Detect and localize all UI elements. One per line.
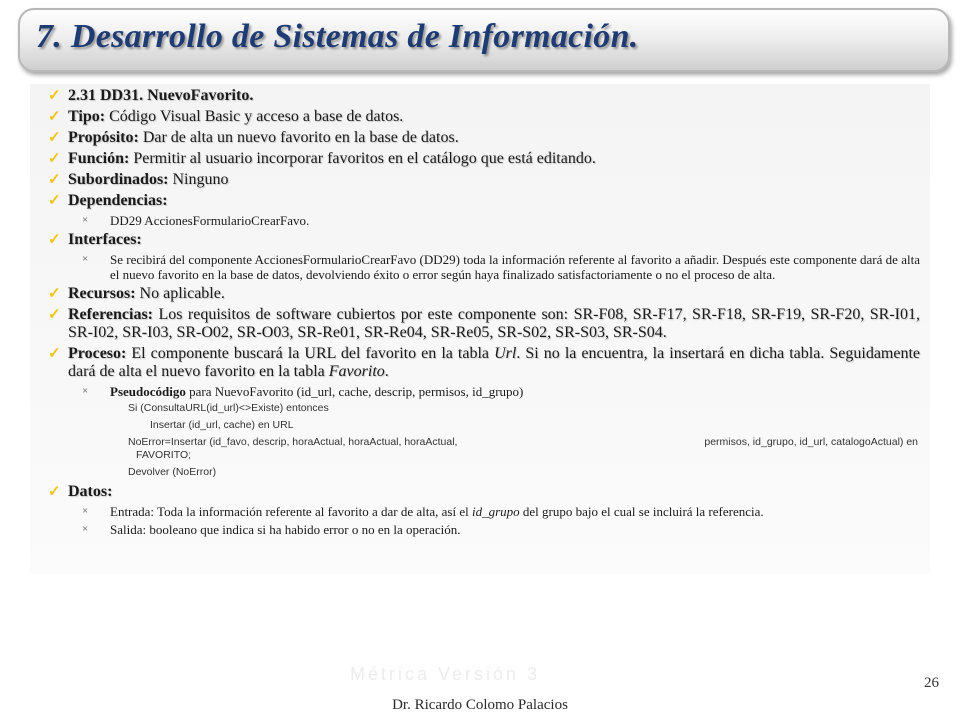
sub-item-entrada [48, 504, 920, 519]
list-item-dependencias [48, 192, 920, 210]
list-item-tipo [48, 108, 920, 126]
check-icon: ✓ [48, 307, 61, 323]
datos-label: Datos: [68, 483, 113, 500]
code-line-3-part-a: NoError=Insertar (id_favo, descrip, horaActual, horaActual, horaActual, [128, 436, 458, 448]
list-item-proceso [48, 345, 920, 381]
cross-bullet-icon: × [82, 214, 89, 226]
referencias-text: Los requisitos de software cubiertos por este componente son: SR-F08, SR-F17, SR-F18, SR-F19, SR-F20, SR-I01, SR-I02, SR-I03, SR-O02, SR-O03, SR-Re01, SR-Re04, SR-Re05, SR-S02, SR-S03, SR-S04. [68, 306, 921, 341]
list-item-heading [48, 87, 920, 105]
footer-author: Dr. Ricardo Colomo Palacios [392, 697, 568, 713]
funcion-label: Función: [68, 150, 130, 167]
check-icon: ✓ [48, 232, 61, 248]
tipo-text: Código Visual Basic y acceso a base de datos. [109, 108, 404, 125]
recursos-label: Recursos: [68, 285, 136, 302]
list-item-datos [48, 483, 920, 501]
page-number: 26 [924, 675, 939, 691]
proceso-url-table: Url [494, 345, 517, 362]
check-icon: ✓ [48, 88, 61, 104]
funcion-text: Permitir al usuario incorporar favoritos en el catálogo que está editando. [133, 150, 596, 167]
check-icon: ✓ [48, 286, 61, 302]
check-icon: ✓ [48, 109, 61, 125]
proceso-label: Proceso: [68, 345, 127, 362]
interfaces-label: Interfaces: [68, 231, 142, 248]
list-item-interfaces [48, 231, 920, 249]
subordinados-label: Subordinados: [68, 171, 169, 188]
check-icon: ✓ [48, 193, 61, 209]
proceso-text-3: . [384, 363, 389, 380]
check-icon: ✓ [48, 484, 61, 500]
footer-watermark: Métrica Versión 3 [350, 664, 541, 684]
check-icon: ✓ [48, 151, 61, 167]
list-item-recursos [48, 285, 920, 303]
proceso-favorito-table: Favorito [328, 363, 385, 380]
cross-bullet-icon: × [82, 505, 89, 517]
component-heading: 2.31 DD31. NuevoFavorito. [68, 87, 254, 104]
sub-item-interfaces [48, 252, 920, 282]
check-icon: ✓ [48, 346, 61, 362]
cross-bullet-icon: × [82, 253, 89, 265]
cross-bullet-icon: × [82, 385, 89, 397]
code-line-3 [48, 436, 920, 449]
code-line-4: Devolver (NoError) [128, 466, 217, 478]
code-line-3-continuation: FAVORITO; [136, 449, 192, 461]
dependencias-sub-text: DD29 AccionesFormularioCrearFavo. [110, 213, 310, 228]
recursos-text: No aplicable. [139, 285, 225, 302]
entrada-id-grupo: id_grupo [471, 504, 520, 519]
list-item-referencias [48, 306, 920, 342]
code-line-2: Insertar (id_url, cache) en URL [150, 419, 294, 431]
dependencias-label: Dependencias: [68, 192, 168, 209]
interfaces-sub-text: Se recibirá del componente AccionesFormularioCrearFavo (DD29) toda la información referente al favorito a añadir. Después este componente dará de alta el nuevo favorito en la base de datos, devolviendo éxito o error según haya finalizado satisfactoriamente o no el proceso de alta. [110, 252, 920, 282]
proceso-text-2: . Si no la encuentra, la insertará en dicha tabla. Seguidamente dará de alta el nuevo favorito en la tabla [68, 345, 921, 380]
sub-item-salida [48, 522, 920, 537]
code-line-3-part-b: permisos, id_grupo, id_url, catalogoActual) en [704, 436, 918, 448]
tipo-label: Tipo: [68, 108, 106, 125]
slide-title: 7. Desarrollo de Sistemas de Información. [36, 18, 639, 55]
list-item-funcion [48, 150, 920, 168]
sub-item-pseudocodigo [48, 384, 920, 399]
pseudocodigo-label: Pseudocódigo [110, 384, 186, 399]
salida-text: Salida: booleano que indica si ha habido error o no en la operación. [110, 522, 461, 537]
referencias-label: Referencias: [68, 306, 153, 323]
slide-content [48, 84, 920, 540]
cross-bullet-icon: × [82, 523, 89, 535]
code-line-1: Si (ConsultaURL(id_url)<>Existe) entonces [128, 402, 329, 414]
list-item-subordinados [48, 171, 920, 189]
check-icon: ✓ [48, 130, 61, 146]
pseudocodigo-text: para NuevoFavorito (id_url, cache, descrip, permisos, id_grupo) [189, 384, 524, 399]
proposito-text: Dar de alta un nuevo favorito en la base de datos. [142, 129, 459, 146]
proceso-text-1: El componente buscará la URL del favorito en la tabla [131, 345, 490, 362]
list-item-proposito [48, 129, 920, 147]
check-icon: ✓ [48, 172, 61, 188]
subordinados-text: Ninguno [172, 171, 229, 188]
sub-item-dependencias [48, 213, 920, 228]
proposito-label: Propósito: [68, 129, 139, 146]
entrada-text-2: del grupo bajo el cual se incluirá la referencia. [522, 504, 764, 519]
entrada-text-1: Entrada: Toda la información referente al favorito a dar de alta, así el [110, 504, 469, 519]
